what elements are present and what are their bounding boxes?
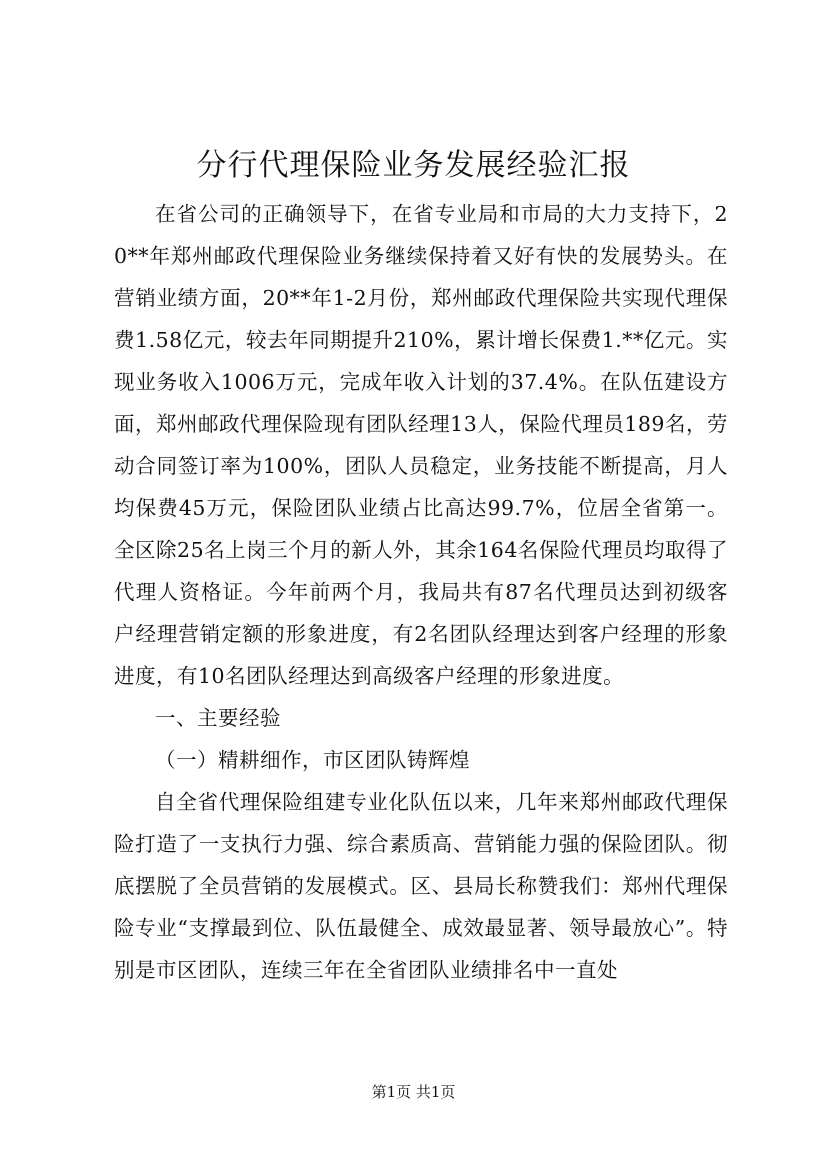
section-heading-main-experience: 一、主要经验 xyxy=(155,706,281,730)
paragraph-team-building: 自全省代理保险组建专业化队伍以来，几年来郑州邮政代理保险打造了一支执行力强、综合素质高、营销能力强的保险团队。彻底摆脱了全员营销的发展模式。区、县局长称赞我们：郑州代理保险专业“支撑最到位、队伍最健全、成效最显著、领导最放心”。特别是市区团队，连续三年在全省团队业绩排名中一直处 xyxy=(114,790,728,982)
document-body xyxy=(114,193,728,991)
page-footer: 第1页 共1页 xyxy=(371,1083,456,1101)
subsection-heading-1: （一）精耕细作，市区团队铸辉煌 xyxy=(155,748,470,772)
paragraph-intro: 在省公司的正确领导下，在省专业局和市局的大力支持下，20**年郑州邮政代理保险业务继续保持着又好有快的发展势头。在营销业绩方面，20**年1-2月份，郑州邮政代理保险共实现代理保费1.58亿元，较去年同期提升210%，累计增长保费1.**亿元。实现业务收入1006万元，完成年收入计划的37.4%。在队伍建设方面，郑州邮政代理保险现有团队经理13人，保险代理员189名，劳动合同签订率为100%，团队人员稳定，业务技能不断提高，月人均保费45万元，保险团队业绩占比高达99.7%，位居全省第一。全区除25名上岗三个月的新人外，其余164名保险代理员均取得了代理人资格证。今年前两个月，我局共有87名代理员达到初级客户经理营销定额的形象进度，有2名团队经理达到客户经理的形象进度，有10名团队经理达到高级客户经理的形象进度。 xyxy=(114,202,728,688)
document-title: 分行代理保险业务发展经验汇报 xyxy=(196,148,631,183)
